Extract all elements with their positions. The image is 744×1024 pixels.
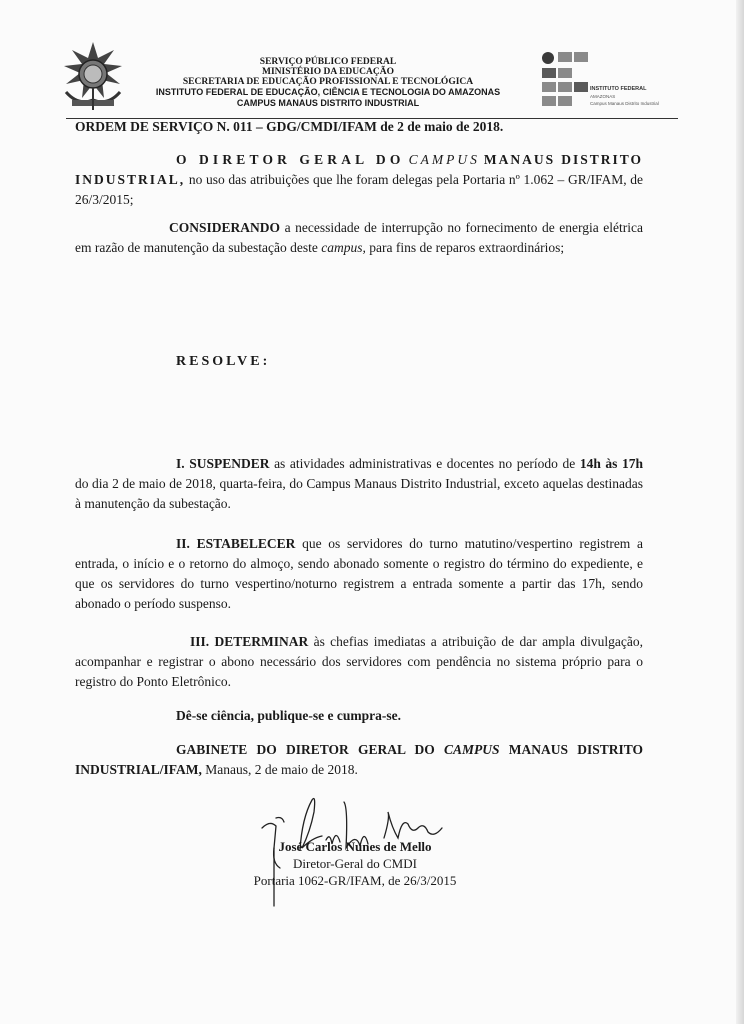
- ifam-logo-circle-icon: [542, 52, 554, 64]
- item-2-text: que os servidores do turno matutino/vespertino registrem a entrada, o início e o retorno do almoço, sendo abonado somente o registro do término do expediente, e que os servidores do turno vespertino/noturno registrem a entrada somente a partir das 17h, sendo abonado o período suspenso.: [75, 536, 644, 611]
- preamble-lead-2: MANAUS DISTRITO INDUSTRIAL,: [75, 152, 644, 187]
- considerando-text-1: a necessidade de interrupção no fornecimento de energia elétrica em razão de manutenção da subestação deste: [75, 220, 643, 255]
- header-line-campus: CAMPUS MANAUS DISTRITO INDUSTRIAL: [236, 98, 420, 108]
- closing-line: Dê-se ciência, publique-se e cumpra-se.: [176, 708, 401, 723]
- item-3-paragraph: [75, 632, 643, 692]
- considerando-text-2: para fins de reparos extraordinários;: [369, 240, 565, 255]
- resolve-heading: RESOLVE:: [176, 354, 271, 369]
- considerando-paragraph: [75, 218, 643, 258]
- cabinet-campus: CAMPUS: [443, 742, 500, 757]
- signatory-name: José Carlos Nunes de Mello: [278, 839, 432, 854]
- ifam-logo: [541, 50, 681, 112]
- considerando-campus: campus,: [321, 240, 366, 255]
- header-line-service: SERVIÇO PÚBLICO FEDERAL: [259, 57, 397, 67]
- signatory-role: Diretor-Geral do CMDI: [293, 856, 417, 871]
- brazil-coat-of-arms-icon: [58, 40, 128, 112]
- item-1-text-2: do dia 2 de maio de 2018, quarta-feira, do Campus Manaus Distrito Industrial, exceto aquelas destinadas à manutenção da subestação.: [75, 476, 643, 511]
- preamble-campus: CAMPUS: [408, 152, 480, 167]
- item-2-label: II. ESTABELECER: [176, 536, 296, 551]
- ifam-logo-state: AMAZONAS: [590, 94, 616, 99]
- ifam-logo-campus: Campus Manaus Distrito Industrial: [590, 101, 659, 106]
- cabinet-date: Manaus, 2 de maio de 2018.: [205, 762, 358, 777]
- item-2-paragraph: [75, 534, 643, 614]
- item-1-hours: 14h às 17h: [579, 456, 643, 471]
- item-1-paragraph: [75, 454, 643, 514]
- signatory-portaria: Portaria 1062-GR/IFAM, de 26/3/2015: [253, 873, 457, 888]
- preamble-text: no uso das atribuições que lhe foram delegas pela Portaria nº 1.062 – GR/IFAM, de 26/3/2015;: [75, 172, 643, 207]
- item-3-label: III. DETERMINAR: [190, 634, 309, 649]
- header-line-institute: INSTITUTO FEDERAL DE EDUCAÇÃO, CIÊNCIA E TECNOLOGIA DO AMAZONAS: [155, 87, 501, 97]
- signature-block: [230, 838, 480, 889]
- considerando-label: CONSIDERANDO: [169, 220, 281, 235]
- preamble-paragraph: [75, 150, 643, 210]
- header-line-ministry: MINISTÉRIO DA EDUCAÇÃO: [262, 67, 394, 77]
- cabinet-lead-2: MANAUS DISTRITO INDUSTRIAL/IFAM,: [75, 742, 643, 777]
- cabinet-lead: GABINETE DO DIRETOR GERAL DO: [176, 742, 435, 757]
- item-1-text-1: as atividades administrativas e docentes no período de: [274, 456, 576, 471]
- ifam-logo-title: INSTITUTO FEDERAL: [590, 86, 647, 92]
- item-1-label: I. SUSPENDER: [176, 456, 270, 471]
- preamble-lead: O DIRETOR GERAL DO: [176, 152, 405, 167]
- header-line-secretariat: SECRETARIA DE EDUCAÇÃO PROFISSIONAL E TECNOLÓGICA: [182, 77, 474, 87]
- item-3-text: às chefias imediatas a atribuição de dar ampla divulgação, acompanhar e registrar o abono necessário dos servidores com pendência no sistema próprio para o registro do Ponto Eletrônico.: [75, 634, 643, 689]
- page-edge-shadow: [736, 0, 744, 1024]
- cabinet-paragraph: [75, 740, 643, 780]
- order-title: ORDEM DE SERVIÇO N. 011 – GDG/CMDI/IFAM de 2 de maio de 2018.: [75, 119, 504, 134]
